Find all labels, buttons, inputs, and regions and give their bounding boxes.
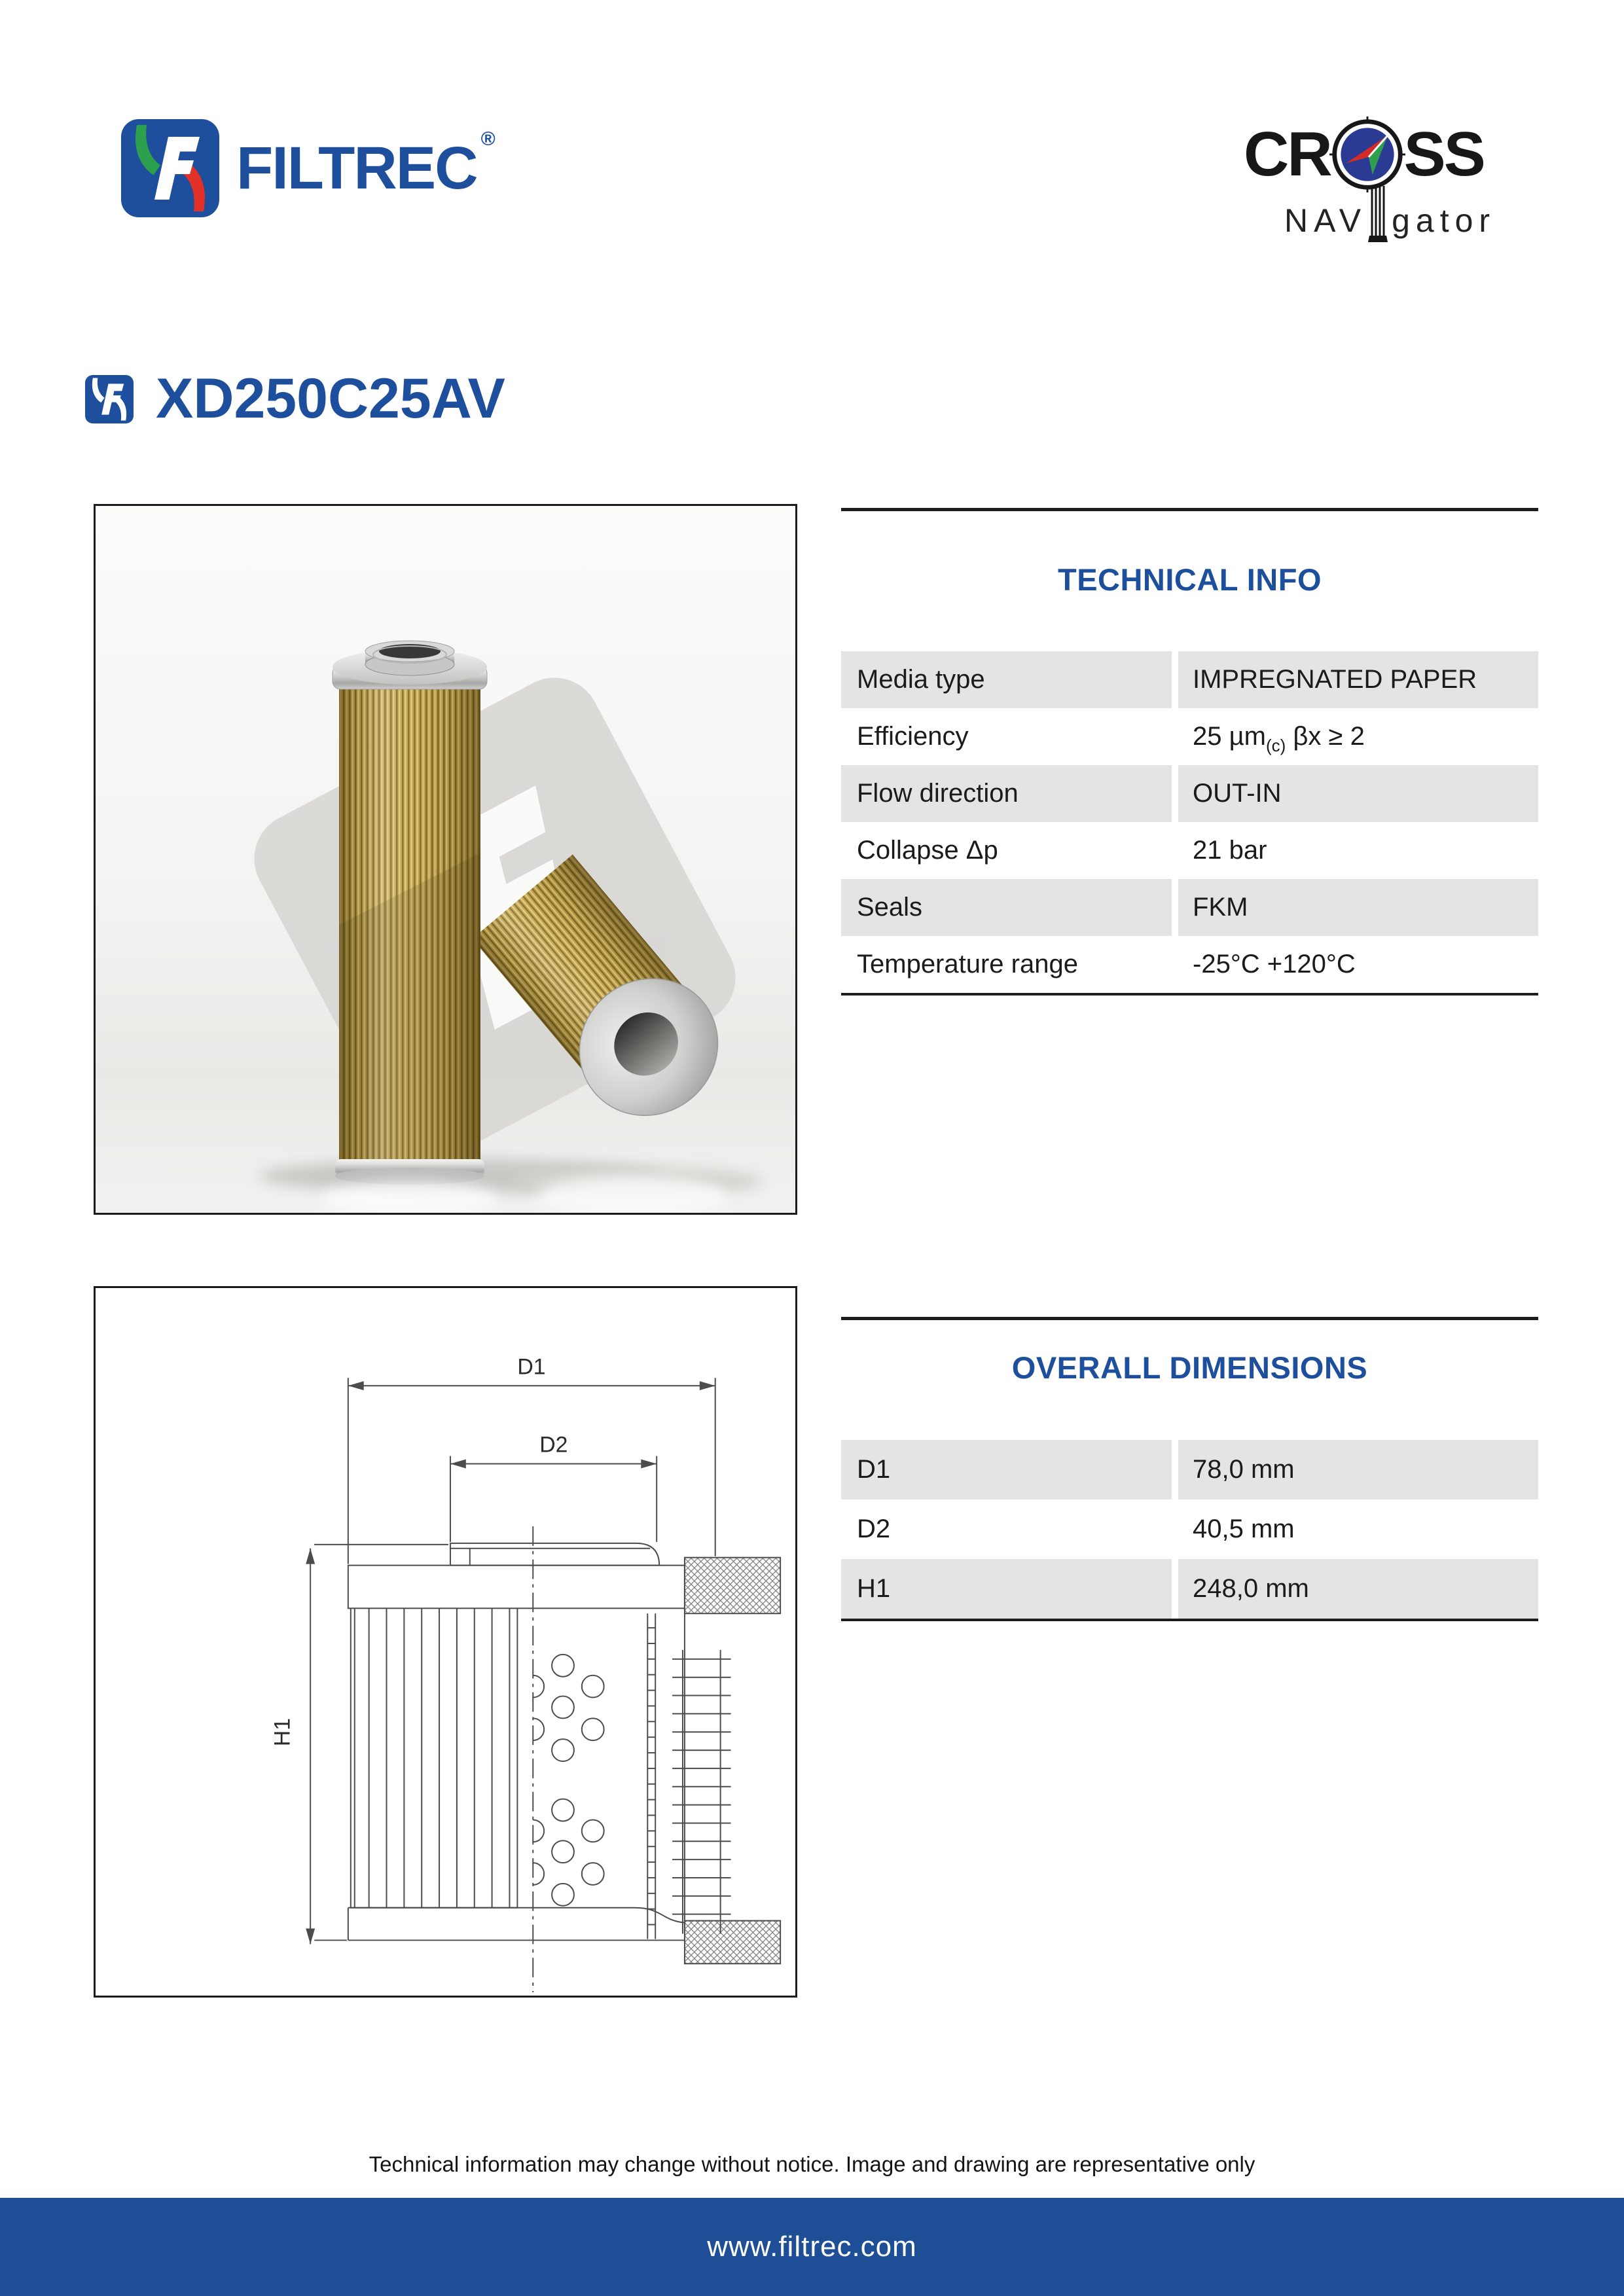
perforation-holes bbox=[533, 1655, 604, 1906]
dim-label: D2 bbox=[857, 1515, 891, 1543]
table-row bbox=[841, 651, 1538, 708]
dimension-d1 bbox=[348, 1354, 715, 1564]
info-label: Efficiency bbox=[857, 722, 969, 751]
info-label: Media type bbox=[841, 651, 1172, 708]
d2-dim-label: D2 bbox=[539, 1432, 568, 1458]
cross-logo-top-line bbox=[1244, 117, 1519, 192]
element-outline bbox=[348, 1543, 780, 1964]
product-title-row bbox=[85, 367, 505, 431]
info-label: Temperature range bbox=[857, 950, 1078, 978]
table-row bbox=[841, 765, 1538, 822]
dimensions-bottom-rule bbox=[841, 1619, 1538, 1621]
table-row bbox=[841, 936, 1538, 993]
d1-dim-label: D1 bbox=[517, 1354, 546, 1380]
dim-value: 248,0 mm bbox=[1178, 1559, 1538, 1619]
dimensions-top-rule bbox=[841, 1317, 1538, 1320]
dim-value: 78,0 mm bbox=[1178, 1440, 1538, 1499]
column-icon bbox=[1368, 185, 1388, 245]
product-photo bbox=[94, 504, 797, 1215]
filtrec-logo bbox=[121, 119, 496, 217]
table-row bbox=[841, 879, 1538, 936]
cross-logo-cr: CR bbox=[1244, 119, 1331, 189]
table-row bbox=[841, 1559, 1538, 1619]
info-value: -25°C +120°C bbox=[1193, 950, 1356, 978]
product-code-title: XD250C25AV bbox=[156, 367, 505, 430]
cross-logo-bottom-line bbox=[1244, 182, 1519, 240]
dimensions-table bbox=[841, 1440, 1538, 1619]
table-row bbox=[841, 1499, 1538, 1559]
dim-label: H1 bbox=[841, 1559, 1172, 1619]
info-label: Seals bbox=[841, 879, 1172, 936]
efficiency-value-main: 25 µm bbox=[1193, 722, 1266, 751]
technical-info-top-rule bbox=[841, 508, 1538, 511]
dimension-d2 bbox=[450, 1433, 657, 1542]
cross-logo-gator: gator bbox=[1392, 202, 1496, 239]
technical-info-title: TECHNICAL INFO bbox=[1057, 562, 1322, 597]
table-row bbox=[841, 1440, 1538, 1499]
cross-navigator-logo bbox=[1244, 117, 1519, 240]
info-value: IMPREGNATED PAPER bbox=[1178, 651, 1538, 708]
website-link[interactable]: www.filtrec.com bbox=[707, 2231, 917, 2263]
filtrec-f-mark-icon bbox=[121, 119, 219, 217]
footer-bar bbox=[0, 2198, 1624, 2296]
efficiency-value-beta: βx ≥ 2 bbox=[1286, 722, 1365, 751]
compass-icon bbox=[1329, 117, 1405, 192]
info-value: FKM bbox=[1178, 879, 1538, 936]
efficiency-value-subscript: (c) bbox=[1265, 736, 1286, 755]
dimensions-title: OVERALL DIMENSIONS bbox=[1011, 1350, 1368, 1385]
table-row bbox=[841, 708, 1538, 765]
info-value: OUT-IN bbox=[1178, 765, 1538, 822]
dim-value: 40,5 mm bbox=[1193, 1515, 1295, 1543]
info-label: Collapse Δp bbox=[857, 836, 998, 865]
cross-logo-nav: NAV bbox=[1284, 202, 1367, 239]
technical-info-table bbox=[841, 651, 1538, 993]
dim-label: D1 bbox=[841, 1440, 1172, 1499]
technical-drawing bbox=[94, 1286, 797, 1998]
info-value: 21 bar bbox=[1193, 836, 1267, 865]
table-row bbox=[841, 822, 1538, 879]
disclaimer-text: Technical information may change without notice. Image and drawing are representative only bbox=[369, 2152, 1255, 2176]
registered-trademark-symbol: ® bbox=[480, 128, 496, 150]
upright-cartridge bbox=[333, 641, 487, 1185]
cross-logo-ss: SS bbox=[1403, 119, 1484, 189]
info-value bbox=[1178, 708, 1538, 765]
technical-info-bottom-rule bbox=[841, 993, 1538, 996]
info-label: Flow direction bbox=[841, 765, 1172, 822]
filtrec-small-f-icon bbox=[85, 374, 134, 424]
filtrec-wordmark: FILTREC bbox=[236, 135, 477, 202]
h1-dim-label: H1 bbox=[270, 1717, 295, 1747]
support-grid bbox=[647, 1613, 731, 1939]
